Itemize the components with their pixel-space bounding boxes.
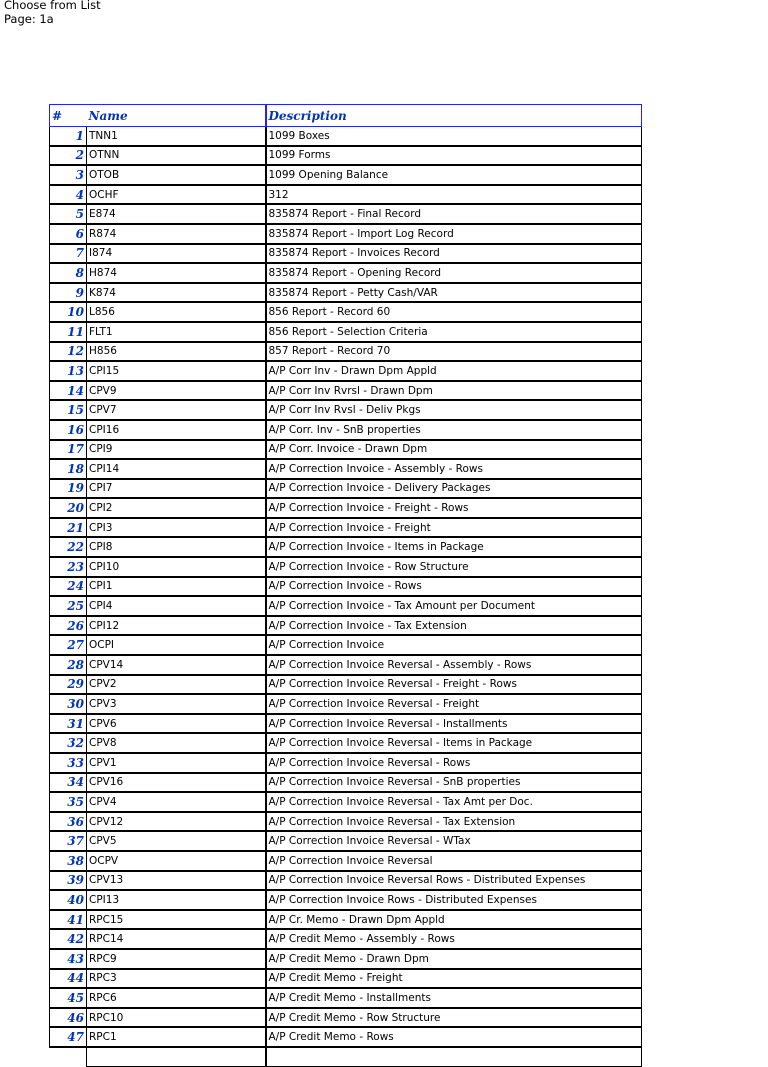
column-header-name: Name: [87, 105, 266, 127]
row-description: A/P Corr Inv Rvsl - Deliv Pkgs: [266, 400, 642, 420]
document-title: Choose from List: [4, 0, 101, 12]
row-description: 856 Report - Record 60: [266, 302, 642, 322]
row-name: L856: [87, 302, 266, 322]
table-row: [50, 635, 642, 655]
row-name: OTNN: [87, 146, 266, 166]
row-number: 21: [50, 518, 87, 538]
table-row: [50, 577, 642, 597]
row-description: A/P Correction Invoice Reversal - Assembly - Rows: [266, 655, 642, 675]
table-row: [50, 283, 642, 303]
table-body: [50, 127, 642, 1067]
row-description: 835874 Report - Opening Record: [266, 263, 642, 283]
table-row: [50, 812, 642, 832]
row-name: CPV13: [87, 871, 266, 891]
table-row: [50, 537, 642, 557]
row-name: CPI12: [87, 616, 266, 636]
row-number: 6: [50, 224, 87, 244]
row-number: 26: [50, 616, 87, 636]
row-name: RPC6: [87, 988, 266, 1008]
row-description: A/P Credit Memo - Installments: [266, 988, 642, 1008]
table-row: [50, 165, 642, 185]
row-name: RPC9: [87, 949, 266, 969]
table-row: [50, 127, 642, 146]
table-row: [50, 753, 642, 773]
row-name: CPI16: [87, 420, 266, 440]
row-description: A/P Corr Inv - Drawn Dpm Appld: [266, 361, 642, 381]
row-name: RPC14: [87, 929, 266, 949]
empty-cell: [266, 1047, 642, 1066]
table-row: [50, 1008, 642, 1028]
table-row: [50, 244, 642, 264]
row-name: CPI15: [87, 361, 266, 381]
table-row: [50, 1027, 642, 1047]
row-number: 32: [50, 733, 87, 753]
row-number: 25: [50, 596, 87, 616]
table-row: [50, 910, 642, 930]
table-row: [50, 518, 642, 538]
table-row: [50, 949, 642, 969]
table-row: [50, 851, 642, 871]
row-number: 11: [50, 322, 87, 342]
row-number: 37: [50, 831, 87, 851]
table-row: [50, 831, 642, 851]
row-name: RPC10: [87, 1008, 266, 1028]
row-number: 4: [50, 185, 87, 205]
row-description: A/P Credit Memo - Assembly - Rows: [266, 929, 642, 949]
empty-row: [50, 1047, 642, 1066]
row-name: CPI7: [87, 479, 266, 499]
row-description: A/P Corr Inv Rvrsl - Drawn Dpm: [266, 381, 642, 401]
empty-cell: [50, 1047, 87, 1066]
row-number: 28: [50, 655, 87, 675]
row-name: R874: [87, 224, 266, 244]
row-description: A/P Corr. Inv - SnB properties: [266, 420, 642, 440]
table-row: [50, 263, 642, 283]
row-description: 857 Report - Record 70: [266, 342, 642, 362]
row-description: A/P Credit Memo - Row Structure: [266, 1008, 642, 1028]
table-row: [50, 498, 642, 518]
row-number: 15: [50, 400, 87, 420]
row-name: CPI14: [87, 459, 266, 479]
row-number: 16: [50, 420, 87, 440]
row-number: 9: [50, 283, 87, 303]
row-name: CPI1: [87, 577, 266, 597]
row-name: CPI8: [87, 537, 266, 557]
row-name: CPI9: [87, 440, 266, 460]
table-row: [50, 459, 642, 479]
row-description: A/P Correction Invoice - Tax Amount per Document: [266, 596, 642, 616]
row-number: 27: [50, 635, 87, 655]
row-description: A/P Correction Invoice Reversal - Installments: [266, 714, 642, 734]
row-number: 14: [50, 381, 87, 401]
table-row: [50, 342, 642, 362]
row-number: 45: [50, 988, 87, 1008]
row-description: 835874 Report - Import Log Record: [266, 224, 642, 244]
row-name: CPV9: [87, 381, 266, 401]
row-description: A/P Correction Invoice - Assembly - Rows: [266, 459, 642, 479]
table-row: [50, 871, 642, 891]
row-name: OTOB: [87, 165, 266, 185]
row-number: 43: [50, 949, 87, 969]
row-description: A/P Correction Invoice - Freight: [266, 518, 642, 538]
row-description: 312: [266, 185, 642, 205]
table-row: [50, 655, 642, 675]
row-name: OCPV: [87, 851, 266, 871]
row-name: CPV16: [87, 773, 266, 793]
row-number: 8: [50, 263, 87, 283]
table-row: [50, 420, 642, 440]
row-name: E874: [87, 204, 266, 224]
row-number: 38: [50, 851, 87, 871]
row-name: CPV5: [87, 831, 266, 851]
row-description: A/P Correction Invoice Reversal - Tax Amt per Doc.: [266, 792, 642, 812]
header-row: [50, 105, 642, 127]
table-row: [50, 596, 642, 616]
row-name: CPV2: [87, 675, 266, 695]
row-description: A/P Correction Invoice - Freight - Rows: [266, 498, 642, 518]
row-name: OCPI: [87, 635, 266, 655]
row-description: 1099 Boxes: [266, 127, 642, 146]
row-name: CPV12: [87, 812, 266, 832]
row-name: CPI2: [87, 498, 266, 518]
row-description: A/P Correction Invoice - Delivery Packages: [266, 479, 642, 499]
empty-cell: [87, 1047, 266, 1066]
row-number: 10: [50, 302, 87, 322]
row-number: 31: [50, 714, 87, 734]
row-name: CPV14: [87, 655, 266, 675]
row-number: 41: [50, 910, 87, 930]
row-number: 22: [50, 537, 87, 557]
row-name: RPC3: [87, 969, 266, 989]
row-name: CPI13: [87, 890, 266, 910]
table-row: [50, 440, 642, 460]
table-row: [50, 733, 642, 753]
row-name: CPV4: [87, 792, 266, 812]
row-description: A/P Corr. Invoice - Drawn Dpm: [266, 440, 642, 460]
row-description: A/P Correction Invoice Reversal - Items in Package: [266, 733, 642, 753]
row-description: 835874 Report - Petty Cash/VAR: [266, 283, 642, 303]
row-name: FLT1: [87, 322, 266, 342]
row-name: CPI3: [87, 518, 266, 538]
table-row: [50, 302, 642, 322]
row-number: 3: [50, 165, 87, 185]
row-description: 1099 Forms: [266, 146, 642, 166]
row-number: 1: [50, 127, 87, 146]
table-header: [50, 105, 642, 127]
row-number: 42: [50, 929, 87, 949]
table-row: [50, 204, 642, 224]
page-number: Page: 1a: [4, 12, 54, 26]
row-description: A/P Correction Invoice: [266, 635, 642, 655]
row-description: A/P Correction Invoice Reversal Rows - Distributed Expenses: [266, 871, 642, 891]
table-row: [50, 969, 642, 989]
row-name: H856: [87, 342, 266, 362]
row-number: 20: [50, 498, 87, 518]
table-row: [50, 322, 642, 342]
table-row: [50, 773, 642, 793]
table-row: [50, 694, 642, 714]
table-row: [50, 146, 642, 166]
row-name: CPV1: [87, 753, 266, 773]
table-row: [50, 400, 642, 420]
table-row: [50, 557, 642, 577]
row-description: A/P Correction Invoice Reversal - WTax: [266, 831, 642, 851]
row-description: A/P Correction Invoice Reversal - Freight: [266, 694, 642, 714]
row-number: 13: [50, 361, 87, 381]
row-description: A/P Correction Invoice Rows - Distributed Expenses: [266, 890, 642, 910]
row-name: RPC1: [87, 1027, 266, 1047]
row-description: A/P Credit Memo - Drawn Dpm: [266, 949, 642, 969]
row-number: 44: [50, 969, 87, 989]
row-description: A/P Cr. Memo - Drawn Dpm Appld: [266, 910, 642, 930]
row-number: 34: [50, 773, 87, 793]
table-row: [50, 224, 642, 244]
row-description: 856 Report - Selection Criteria: [266, 322, 642, 342]
object-list-table: [49, 104, 642, 1067]
row-description: A/P Correction Invoice - Tax Extension: [266, 616, 642, 636]
row-description: 835874 Report - Final Record: [266, 204, 642, 224]
row-name: H874: [87, 263, 266, 283]
table-row: [50, 792, 642, 812]
row-number: 2: [50, 146, 87, 166]
row-number: 39: [50, 871, 87, 891]
row-number: 40: [50, 890, 87, 910]
row-name: CPV8: [87, 733, 266, 753]
row-description: A/P Correction Invoice Reversal - Rows: [266, 753, 642, 773]
row-number: 46: [50, 1008, 87, 1028]
row-description: A/P Correction Invoice Reversal - Freight - Rows: [266, 675, 642, 695]
row-number: 35: [50, 792, 87, 812]
row-description: A/P Correction Invoice Reversal - Tax Extension: [266, 812, 642, 832]
table-row: [50, 675, 642, 695]
row-number: 17: [50, 440, 87, 460]
row-number: 47: [50, 1027, 87, 1047]
row-description: A/P Credit Memo - Rows: [266, 1027, 642, 1047]
row-description: 1099 Opening Balance: [266, 165, 642, 185]
row-number: 30: [50, 694, 87, 714]
row-number: 29: [50, 675, 87, 695]
row-name: CPI4: [87, 596, 266, 616]
row-name: I874: [87, 244, 266, 264]
row-number: 18: [50, 459, 87, 479]
column-header-number: #: [50, 105, 87, 127]
column-header-description: Description: [266, 105, 642, 127]
row-name: CPV6: [87, 714, 266, 734]
table-row: [50, 714, 642, 734]
row-description: A/P Correction Invoice - Rows: [266, 577, 642, 597]
row-name: CPV7: [87, 400, 266, 420]
row-name: OCHF: [87, 185, 266, 205]
row-number: 24: [50, 577, 87, 597]
table-row: [50, 988, 642, 1008]
row-name: TNN1: [87, 127, 266, 146]
table-row: [50, 479, 642, 499]
table-row: [50, 929, 642, 949]
row-name: RPC15: [87, 910, 266, 930]
row-number: 33: [50, 753, 87, 773]
row-description: A/P Correction Invoice Reversal - SnB properties: [266, 773, 642, 793]
row-description: A/P Correction Invoice - Row Structure: [266, 557, 642, 577]
row-description: A/P Correction Invoice - Items in Package: [266, 537, 642, 557]
row-name: CPI10: [87, 557, 266, 577]
row-number: 7: [50, 244, 87, 264]
row-number: 12: [50, 342, 87, 362]
row-number: 36: [50, 812, 87, 832]
row-description: 835874 Report - Invoices Record: [266, 244, 642, 264]
row-number: 19: [50, 479, 87, 499]
row-name: CPV3: [87, 694, 266, 714]
table-row: [50, 616, 642, 636]
row-name: K874: [87, 283, 266, 303]
table-row: [50, 381, 642, 401]
table-row: [50, 890, 642, 910]
row-number: 23: [50, 557, 87, 577]
row-description: A/P Credit Memo - Freight: [266, 969, 642, 989]
table-row: [50, 185, 642, 205]
table-row: [50, 361, 642, 381]
row-number: 5: [50, 204, 87, 224]
row-description: A/P Correction Invoice Reversal: [266, 851, 642, 871]
